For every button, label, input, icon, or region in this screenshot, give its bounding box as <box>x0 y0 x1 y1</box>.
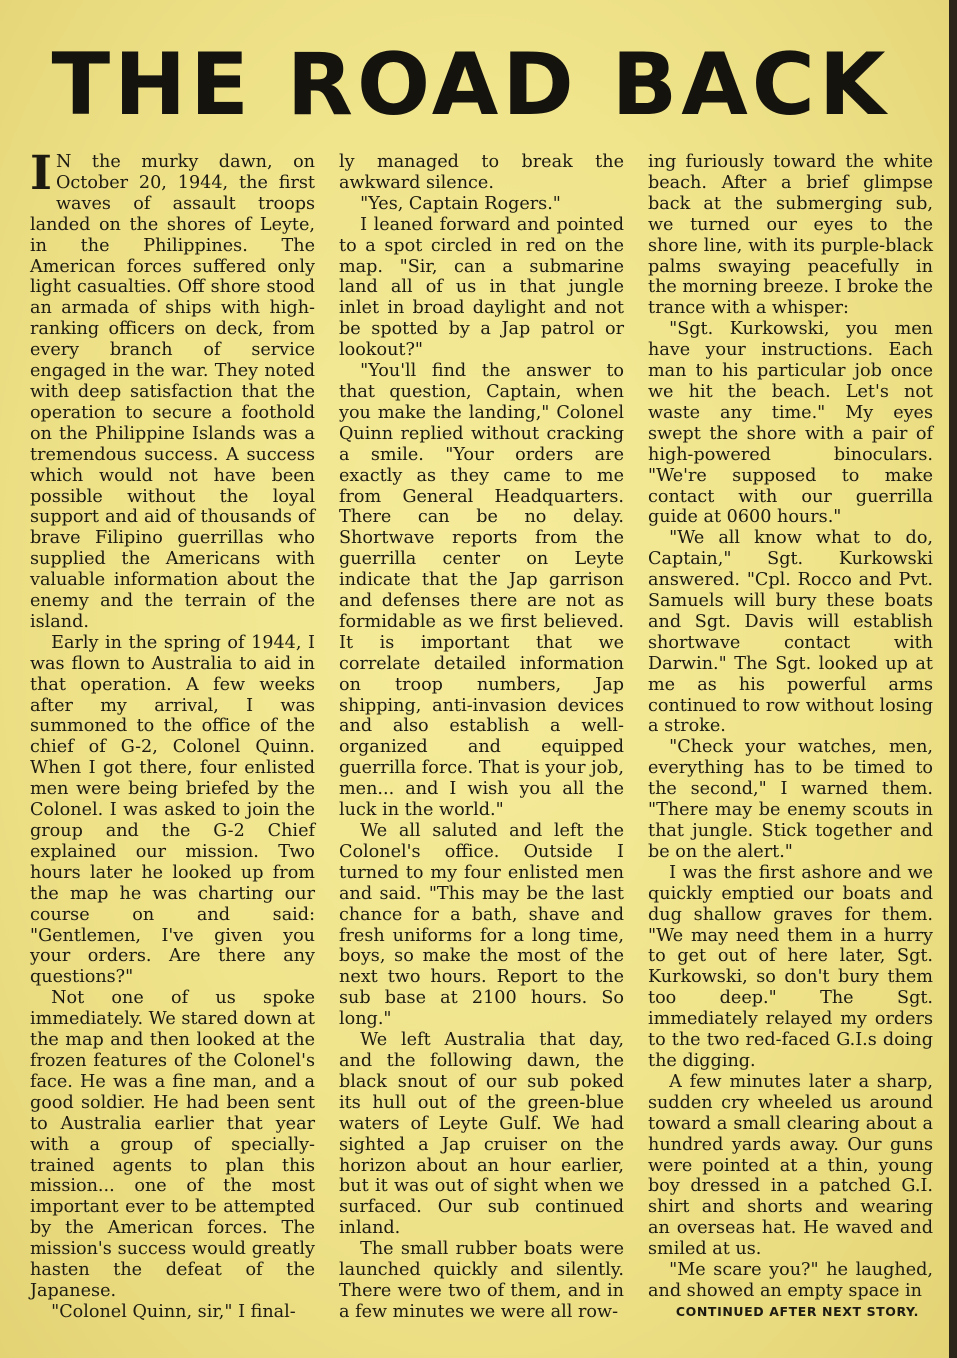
column-1 <box>30 146 315 1323</box>
paragraph: ing furiously toward the white beach. After a brief glimpse back at the submerging sub, we turned our eyes to the shore line, with its purple-black palms swaying peacefully in the morning breeze. I broke the trance with a whisper: <box>648 152 933 319</box>
continued-note: CONTINUED AFTER NEXT STORY. <box>675 1304 919 1319</box>
story-title: THE ROAD BACK <box>51 35 890 135</box>
paragraph: The small rubber boats were launched quickly and silently. There were two of them, and in a few minutes we were all row- <box>339 1239 624 1322</box>
column-2 <box>339 152 624 1323</box>
paragraph: A few minutes later a sharp, sudden cry wheeled us around toward a small clearing about a hundred yards away. Our guns were pointed at a thin, young boy dressed in a patched G.I. shirt and shorts and wearing an overseas hat. He waved and smiled at us. <box>648 1071 933 1260</box>
paragraph: ly managed to break the awkward silence. <box>339 152 624 193</box>
paragraph: "You'll find the answer to that question, Captain, when you make the landing," Colonel Quinn replied without cracking a smile. "Your orders are exactly as they came to me from General Headquarters. There can be no delay. Shortwave reports from the guerrilla center on Leyte indicate that the Jap garrison and defenses there are not as formidable as we first believed. It is important that we correlate detailed information on troop numbers, Jap shipping, anti-invasion devices and also establish a well-organized and equipped guerrilla force. That is your job, men... and I wish you all the luck in the world." <box>339 361 624 821</box>
paragraph: Not one of us spoke immediately. We stared down at the map and then looked at the frozen features of the Colonel's face. He was a fine man, and a good soldier. He had been sent to Australia earlier that year with a group of specially-trained agents to plan this mission... one of the most important ever to be attempted by the American forces. The mission's success would greatly hasten the defeat of the Japanese. <box>30 988 315 1301</box>
paragraph: Early in the spring of 1944, I was flown to Australia to aid in that operation. A few weeks after my arrival, I was summoned to the office of the chief of G-2, Colonel Quinn. When I got there, four enlisted men were being briefed by the Colonel. I was asked to join the group and the G-2 Chief explained our mission. Two hours later he looked up from the map he was charting our course on and said: "Gentlemen, I've given you your orders. Are there any questions?" <box>30 632 315 988</box>
paragraph: "We all know what to do, Captain," Sgt. Kurkowski answered. "Cpl. Rocco and Pvt. Samuels will bury these boats and Sgt. Davis will establish shortwave contact with Darwin." The Sgt. looked up at me as his powerful arms continued to row without losing a stroke. <box>648 528 933 737</box>
paragraph: We all saluted and left the Colonel's office. Outside I turned to my four enlisted men and said. "This may be the last chance for a bath, shave and fresh uniforms for a long time, boys, so make the most of the next two hours. Report to the sub base at 2100 hours. So long." <box>339 821 624 1030</box>
drop-cap: I <box>30 146 52 201</box>
article-columns <box>30 146 934 1323</box>
paragraph: "Yes, Captain Rogers." <box>360 193 561 214</box>
paragraph: "Check your watches, men, everything has to be timed to the second," I warned them. "There may be enemy scouts in that jungle. Stick together and be on the alert." <box>648 737 933 862</box>
paragraph: "Sgt. Kurkowski, you men have your instructions. Each man to his particular job once we hit the beach. Let's not waste any time." My eyes swept the shore with a pair of high-powered binoculars. "We're supposed to make contact with our guerrilla guide at 0600 hours." <box>648 319 933 528</box>
column-3 <box>648 152 933 1323</box>
paragraph: I leaned forward and pointed to a spot circled in red on the map. "Sir, can a submarine land all of us in that jungle inlet in broad daylight and not be spotted by a Jap patrol or lookout?" <box>339 214 624 361</box>
paragraph: We left Australia that day, and the following dawn, the black snout of our sub poked its hull out of the green-blue waters of Leyte Gulf. We had sighted a Jap cruiser on the horizon about an hour earlier, but it was out of sight when we surfaced. Our sub continued inland. <box>339 1030 624 1239</box>
paragraph: I was the first ashore and we quickly emptied our boats and dug shallow graves for them. "We may need them in a hurry to get out of here later, Sgt. Kurkowski, so don't bury them too deep." The Sgt. immediately relayed my orders to the two red-faced G.I.s doing the digging. <box>648 862 933 1071</box>
paragraph-text: N the murky dawn, on October 20, 1944, the first waves of assault troops landed on the shores of Leyte, in the Philippines. The American forces suffered only light casualties. Off shore stood an armada of ships with high-ranking officers on deck, from every branch of service engaged in the war. They noted with deep satisfaction that the operation to secure a foothold on the Philippine Islands was a tremendous success. A success which would not have been possible without the loyal support and aid of thousands of brave Filipino guerrillas who supplied the Americans with valuable information about the enemy and the terrain of the island. <box>30 152 315 632</box>
paragraph: "Me scare you?" he laughed, and showed an empty space in <box>648 1260 933 1301</box>
paragraph <box>30 146 315 633</box>
paragraph: "Colonel Quinn, sir," I final- <box>51 1301 296 1322</box>
